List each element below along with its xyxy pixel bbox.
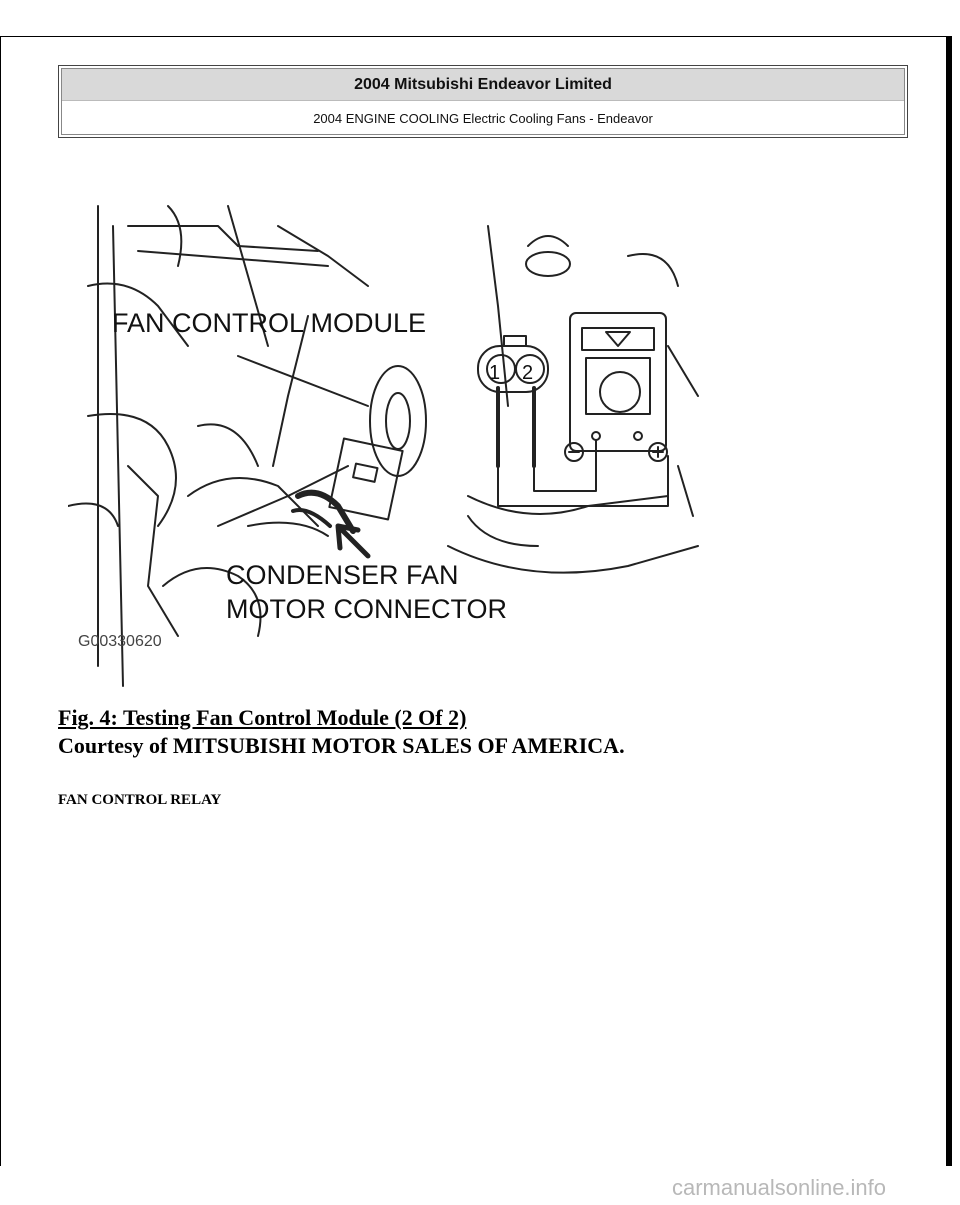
page-frame-left bbox=[0, 36, 1, 1166]
figure-caption-courtesy: Courtesy of MITSUBISHI MOTOR SALES OF AMERICA. bbox=[58, 733, 625, 758]
section-heading: FAN CONTROL RELAY bbox=[58, 792, 222, 808]
vehicle-title: 2004 Mitsubishi Endeavor Limited bbox=[62, 69, 904, 101]
pin-1-label: 1 bbox=[489, 362, 501, 384]
pin-2-label: 2 bbox=[522, 362, 534, 384]
label-fan-control-module: FAN CONTROL MODULE bbox=[112, 308, 427, 338]
page-frame-top bbox=[0, 36, 952, 37]
watermark: carmanualsonline.info bbox=[672, 1175, 887, 1200]
figure-caption-title: Fig. 4: Testing Fan Control Module (2 Of 2) bbox=[58, 705, 467, 730]
technical-illustration bbox=[68, 166, 708, 696]
header-inner bbox=[61, 68, 905, 135]
label-motor-connector: MOTOR CONNECTOR bbox=[226, 594, 508, 624]
section-subtitle: 2004 ENGINE COOLING Electric Cooling Fans - Endeavor bbox=[313, 111, 653, 126]
document-header bbox=[58, 65, 908, 138]
label-condenser-fan: CONDENSER FAN bbox=[226, 560, 459, 590]
page-frame-right bbox=[946, 36, 952, 1166]
figure-code: G00330620 bbox=[78, 633, 162, 650]
